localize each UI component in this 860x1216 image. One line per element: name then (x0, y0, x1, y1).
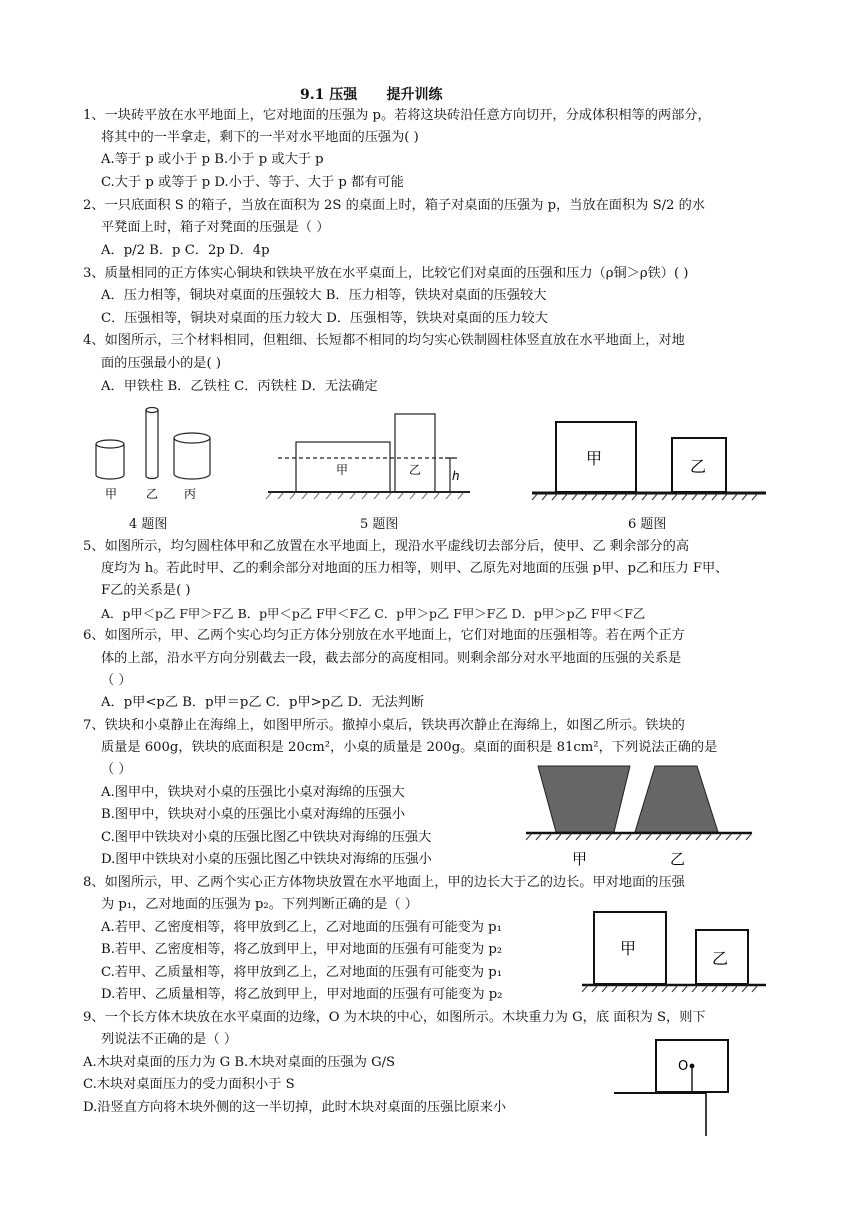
q4-options: A．甲铁柱 B．乙铁柱 C．丙铁柱 D．无法确定 (101, 379, 378, 394)
q6-stem-line3: （ ） (101, 673, 132, 688)
q6-options: A．p甲<p乙 B．p甲＝p乙 C．p甲>p乙 D．无法判断 (101, 695, 425, 710)
q7-option-a: A.图甲中，铁块对小桌的压强比小桌对海绵的压强大 (101, 785, 405, 800)
figure-6-cubes (530, 416, 770, 502)
caption-fig5: 5 题图 (360, 517, 399, 532)
caption-fig4: 4 题图 (129, 517, 168, 532)
caption-fig6: 6 题图 (628, 517, 667, 532)
q8-option-d: D.若甲、乙质量相等，将乙放到甲上，甲对地面的压强有可能变为 p₂ (101, 987, 503, 1002)
q3-options-cd: C．压强相等，铜块对桌面的压力较大 D．压强相等，铁块对桌面的压力较大 (101, 311, 548, 326)
q2-stem-line1: 2、一只底面积 S 的箱子，当放在面积为 2S 的桌面上时，箱子对桌面的压强为 p，当放在面积为 S/2 的水 (83, 198, 705, 213)
fig5-label-h: h (452, 469, 460, 483)
q8-option-b: B.若甲、乙密度相等，将乙放到甲上，甲对地面的压强有可能变为 p₂ (101, 942, 503, 957)
q5-stem-line2: 度均为 h。若此时甲、乙的剩余部分对地面的压力相等，则甲、乙原先对地面的压强 p甲、p乙和压力 F甲、 (101, 561, 729, 576)
q2-stem-line2: 平凳面上时，箱子对凳面的压强是（ ） (101, 220, 330, 235)
q5-options: A．p甲＜p乙 F甲＞F乙 B．p甲＜p乙 F甲＜F乙 C．p甲＞p乙 F甲＞F乙 D．p甲＞p乙 F甲＜F乙 (101, 606, 646, 621)
fig5-label-jia: 甲 (336, 463, 349, 477)
fig9-label-o: O (678, 1059, 689, 1074)
q7-stem-line2: 质量是 600g，铁块的底面积是 20cm²，小桌的质量是 200g。桌面的面积是 81cm²，下列说法正确的是 (101, 740, 718, 755)
q1-stem-line2: 将其中的一半拿走，剩下的一半对水平地面的压强为( ) (101, 130, 419, 145)
fig8-label-jia: 甲 (620, 939, 637, 958)
q3-stem: 3、质量相同的正方体实心铜块和铁块平放在水平桌面上，比较它们对桌面的压强和压力（ρ铜＞ρ铁）( ) (83, 266, 689, 281)
fig8-label-yi: 乙 (712, 949, 729, 968)
fig7-label-yi: 乙 (670, 850, 686, 868)
fig4-label-jia: 甲 (105, 487, 118, 501)
q9-stem-line2: 列说法不正确的是（ ） (101, 1032, 238, 1047)
q1-options-ab: A.等于 p 或小于 p B.小于 p 或大于 p (101, 152, 324, 167)
q9-option-d: D.沿竖直方向将木块外侧的这一半切掉，此时木块对桌面的压强比原来小 (83, 1100, 507, 1115)
q5-stem-line1: 5、如图所示，均匀圆柱体甲和乙放置在水平地面上，现沿水平虚线切去部分后，使甲、乙 剩余部分的高 (83, 539, 690, 554)
q9-options-ab: A.木块对桌面的压力为 G B.木块对桌面的压强为 G/S (83, 1055, 396, 1070)
q7-option-c: C.图甲中铁块对小桌的压强比图乙中铁块对海绵的压强大 (101, 830, 432, 845)
q8-option-c: C.若甲、乙质量相等，将甲放到乙上，乙对地面的压强有可能变为 p₁ (101, 965, 502, 980)
q7-option-d: D.图甲中铁块对小桌的压强比图乙中铁块对海绵的压强小 (101, 852, 432, 867)
q8-stem-line2: 为 p₁，乙对地面的压强为 p₂。下列判断正确的是（ ） (101, 897, 418, 912)
fig4-label-yi: 乙 (146, 487, 159, 501)
figure-7-trapezoids (520, 760, 760, 870)
figure-4-cylinders (88, 400, 228, 508)
figure-8-cubes (580, 904, 770, 996)
q9-option-c: C.木块对桌面压力的受力面积小于 S (83, 1077, 295, 1092)
q8-option-a: A.若甲、乙密度相等，将甲放到乙上，乙对地面的压强有可能变为 p₁ (101, 920, 502, 935)
q7-stem-line3: （ ） (101, 762, 132, 777)
q7-stem-line1: 7、铁块和小桌静止在海绵上，如图甲所示。撤掉小桌后，铁块再次静止在海绵上，如图乙所示。铁块的 (83, 718, 685, 733)
fig5-label-yi: 乙 (409, 463, 422, 477)
figure-9-block-on-table (610, 1036, 740, 1140)
q4-stem-line1: 4、如图所示，三个材料相同，但粗细、长短都不相同的均匀实心铁制圆柱体竖直放在水平地面上，对地 (83, 333, 685, 348)
q9-stem-line1: 9、一个长方体木块放在水平桌面的边缘，O 为木块的中心，如图所示。木块重力为 G，底 面积为 S，则下 (83, 1010, 706, 1025)
fig7-label-jia: 甲 (572, 850, 588, 868)
q8-stem-line1: 8、如图所示，甲、乙两个实心正方体物块放置在水平地面上，甲的边长大于乙的边长。甲对地面的压强 (83, 875, 685, 890)
fig6-label-yi: 乙 (690, 457, 707, 476)
page-title: 9.1 压强 提升训练 (300, 87, 443, 103)
fig6-label-jia: 甲 (586, 449, 603, 468)
fig4-label-bing: 丙 (184, 487, 197, 501)
q6-stem-line1: 6、如图所示，甲、乙两个实心均匀正方体分别放在水平地面上，它们对地面的压强相等。若在两个正方 (83, 628, 685, 643)
q4-stem-line2: 面的压强最小的是( ) (101, 356, 221, 371)
q2-options: A．p/2 B．p C．2p D．4p (101, 243, 270, 258)
q5-stem-line3: F乙的关系是( ) (101, 583, 191, 598)
figure-5-cylinders-cut (262, 408, 482, 504)
q7-option-b: B.图甲中，铁块对小桌的压强比小桌对海绵的压强小 (101, 807, 406, 822)
q6-stem-line2: 体的上部，沿水平方向分别截去一段，截去部分的高度相同。则剩余部分对水平地面的压强的关系是 (101, 651, 682, 666)
q1-stem-line1: 1、一块砖平放在水平地面上，它对地面的压强为 p。若将这块砖沿任意方向切开，分成体积相等的两部分， (83, 108, 711, 123)
q1-options-cd: C.大于 p 或等于 p D.小于、等于、大于 p 都有可能 (101, 175, 404, 190)
q3-options-ab: A．压力相等，铜块对桌面的压强较大 B．压力相等，铁块对桌面的压强较大 (101, 288, 547, 303)
